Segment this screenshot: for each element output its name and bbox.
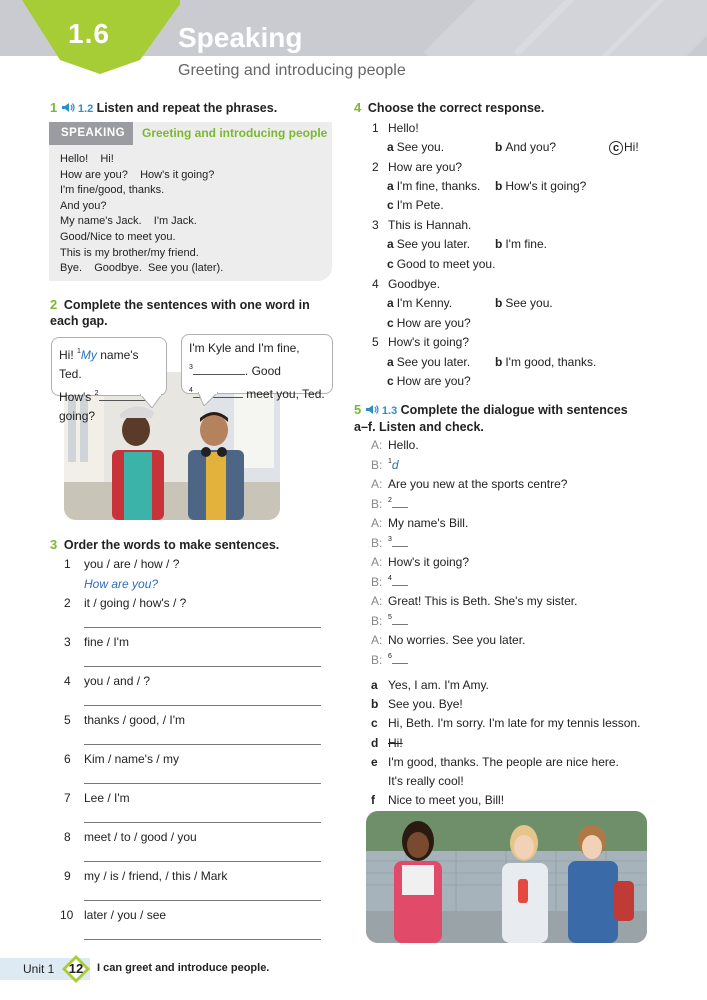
option-text: I'm good, thanks.: [505, 355, 597, 369]
option-a[interactable]: [387, 237, 470, 251]
choice-e: [371, 755, 619, 769]
option-letter: a: [387, 140, 394, 154]
option-text: Hi!: [624, 140, 639, 154]
exercise-number: 5: [354, 402, 362, 417]
speaker: A:: [371, 438, 383, 452]
gap-number: 1: [388, 458, 392, 465]
gap-number: 6: [388, 653, 392, 660]
gap-number: 3: [388, 536, 392, 543]
item-number: 9: [64, 869, 71, 883]
exercise-5-heading: [354, 402, 644, 435]
choice-d-used: [371, 736, 403, 750]
option-letter: b: [495, 355, 503, 369]
option-text: How are you?: [396, 374, 471, 388]
speaking-box-title: Greeting and introducing people: [142, 126, 328, 140]
speaking-box: [49, 122, 332, 281]
page-number: 12: [68, 961, 84, 976]
bubble-tail: [198, 392, 218, 406]
bubble-text: . Good: [244, 364, 281, 378]
line-text: No worries. See you later.: [388, 633, 526, 647]
bubble-text: name's Ted.: [59, 348, 139, 381]
option-letter: b: [495, 237, 503, 251]
footer-unit: Unit 1: [23, 962, 55, 976]
answer-gap[interactable]: [193, 363, 245, 375]
option-letter: c: [387, 257, 394, 271]
speaker: A:: [371, 594, 383, 608]
dialogue-line: [371, 633, 525, 647]
dialogue-line: [371, 497, 408, 511]
exercise-number: 1: [50, 100, 58, 115]
option-c[interactable]: [387, 316, 471, 330]
ordering-item: [60, 908, 166, 922]
choice-letter: e: [371, 755, 378, 769]
speaker: A:: [371, 477, 383, 491]
item-words: you / are / how / ?: [84, 557, 180, 571]
option-a[interactable]: [387, 296, 452, 310]
phrase-list: [60, 152, 223, 277]
bubble-text: How's: [59, 390, 95, 404]
item-number: 8: [64, 830, 71, 844]
can-do-statement: I can greet and introduce people.: [97, 962, 270, 974]
lesson-number: 1.6: [68, 18, 110, 49]
choice-a: [371, 678, 489, 692]
exercise-instruction: Complete the dialogue with sentences a–f. Listen and check.: [354, 403, 628, 434]
ordering-item: [64, 830, 197, 844]
answer-line[interactable]: [84, 627, 321, 628]
item-words: thanks / good, / I'm: [84, 713, 186, 727]
phrase: Good/Nice to meet you.: [60, 230, 176, 243]
ordering-item: [64, 713, 185, 727]
answer-line[interactable]: [84, 666, 321, 667]
choice-text: Hi!: [388, 736, 403, 750]
question-number: 2: [372, 160, 379, 174]
option-c-selected[interactable]: [609, 140, 639, 155]
bubble-tail: [140, 394, 162, 408]
option-text: See you later.: [396, 237, 471, 251]
ordering-item: [64, 791, 130, 805]
option-b[interactable]: [495, 237, 547, 251]
lesson-title: Speaking: [178, 22, 303, 53]
question-number: 4: [372, 277, 379, 291]
option-a[interactable]: [387, 179, 480, 193]
choice-letter: c: [371, 716, 378, 730]
option-text: See you.: [505, 296, 553, 310]
choice-text: Nice to meet you, Bill!: [388, 793, 505, 807]
speaker: B:: [371, 458, 383, 472]
example-answer: d: [391, 458, 399, 472]
question-prompt: [372, 335, 469, 349]
speaker: B:: [371, 614, 383, 628]
item-number: 2: [64, 596, 71, 610]
phrase: My name's Jack. I'm Jack.: [60, 215, 197, 228]
ordering-item: [64, 596, 186, 610]
dialogue-line: [371, 555, 469, 569]
circled-answer: c: [609, 141, 623, 155]
speaker: B:: [371, 497, 383, 511]
answer-gap[interactable]: [392, 576, 408, 586]
phrase: Hello! Hi!: [60, 153, 114, 165]
item-number: 10: [60, 908, 74, 922]
option-a[interactable]: [387, 355, 470, 369]
choice-f: [371, 793, 504, 807]
option-text: See you later.: [396, 355, 471, 369]
exercise-instruction: Order the words to make sentences.: [63, 538, 280, 552]
gap-number: 2: [94, 390, 99, 397]
answer-line[interactable]: [84, 900, 321, 901]
option-letter: a: [387, 355, 394, 369]
item-words: later / you / see: [84, 908, 167, 922]
question-number: 3: [372, 218, 379, 232]
answer-line[interactable]: [84, 822, 321, 823]
option-letter: a: [387, 179, 394, 193]
item-words: it / going / how's / ?: [84, 596, 187, 610]
gap-number: 5: [388, 614, 392, 621]
choice-text: Yes, I am. I'm Amy.: [388, 678, 489, 692]
exercise-4-heading: [354, 100, 544, 115]
item-number: 4: [64, 674, 71, 688]
option-letter: c: [387, 198, 394, 212]
exercise-3-heading: [50, 537, 279, 552]
exercise-number: 3: [50, 537, 58, 552]
answer-line[interactable]: [84, 939, 321, 940]
gap-number: 4: [388, 575, 392, 582]
answer-gap[interactable]: [392, 537, 408, 547]
prompt-text: Hello!: [388, 121, 419, 135]
dialogue-line: [371, 438, 419, 452]
exercise-2-heading: [50, 297, 320, 329]
dialogue-line: [371, 458, 399, 472]
item-words: my / is / friend, / this / Mark: [84, 869, 228, 883]
bubble-text: Hi!: [59, 348, 77, 362]
speaker: A:: [371, 516, 383, 530]
question-number: 1: [372, 121, 379, 135]
audio-icon[interactable]: [61, 102, 75, 113]
item-number: 3: [64, 635, 71, 649]
audio-track[interactable]: 1.3: [381, 405, 398, 417]
gap-number: 3: [189, 364, 193, 371]
lesson-subtitle: Greeting and introducing people: [178, 62, 406, 79]
dialogue-line: [371, 536, 408, 550]
option-text: I'm fine.: [505, 237, 547, 251]
dialogue-line: [371, 477, 567, 491]
speaker: B:: [371, 575, 383, 589]
phrase: And you?: [60, 199, 107, 212]
bubble-text: I'm Kyle and I'm fine,: [189, 341, 300, 355]
speech-bubble-kyle: [181, 334, 333, 401]
line-text: Hello.: [388, 438, 419, 452]
dialogue-line: [371, 614, 408, 628]
prompt-text: Goodbye.: [388, 277, 441, 291]
item-number: 5: [64, 713, 71, 727]
question-prompt: [372, 160, 462, 174]
option-b[interactable]: [495, 296, 553, 310]
choice-letter: a: [371, 678, 378, 692]
option-letter: b: [495, 296, 503, 310]
prompt-text: How are you?: [388, 160, 463, 174]
option-text: Good to meet you.: [396, 257, 496, 271]
dialogue-line: [371, 516, 468, 530]
item-words: you / and / ?: [84, 674, 151, 688]
line-text: Great! This is Beth. She's my sister.: [388, 594, 578, 608]
answer-gap[interactable]: [392, 498, 408, 508]
answer-gap[interactable]: [392, 615, 408, 625]
phrase: How are you? How's it going?: [60, 168, 215, 181]
speaker: A:: [371, 633, 383, 647]
item-words: Lee / I'm: [84, 791, 130, 805]
exercise-1-heading: [50, 100, 340, 115]
dialogue-line: [371, 594, 577, 608]
line-text: My name's Bill.: [388, 516, 469, 530]
choice-text: I'm good, thanks. The people are nice here.: [388, 755, 619, 769]
gap-number: 1: [77, 348, 81, 355]
option-letter: a: [387, 237, 394, 251]
option-text: I'm Pete.: [396, 198, 444, 212]
option-text: How are you?: [396, 316, 471, 330]
option-c[interactable]: [387, 374, 471, 388]
option-letter: b: [495, 179, 503, 193]
question-number: 5: [372, 335, 379, 349]
option-b[interactable]: [495, 355, 596, 369]
exercise-number: 2: [50, 297, 58, 312]
dialogue-line: [371, 575, 408, 589]
ordering-item: [64, 869, 227, 883]
exercise-number: 4: [354, 100, 362, 115]
prompt-text: How's it going?: [388, 335, 469, 349]
speaking-tag: SPEAKING: [49, 122, 133, 145]
item-words: fine / I'm: [84, 635, 129, 649]
exercise-instruction: Listen and repeat the phrases.: [96, 101, 278, 115]
option-text: I'm fine, thanks.: [396, 179, 481, 193]
page-footer: [0, 958, 707, 980]
answer-gap[interactable]: [392, 654, 408, 664]
choice-letter: f: [371, 793, 375, 807]
audio-track[interactable]: 1.2: [77, 103, 94, 115]
phrase: I'm fine/good, thanks.: [60, 184, 165, 197]
option-text: And you?: [505, 140, 557, 154]
phrase: This is my brother/my friend.: [60, 246, 199, 259]
item-number: 7: [64, 791, 71, 805]
line-text: Are you new at the sports centre?: [388, 477, 568, 491]
item-words: Kim / name's / my: [84, 752, 179, 766]
option-b[interactable]: [495, 140, 556, 154]
line-text: How's it going?: [388, 555, 469, 569]
ordering-item: [64, 635, 129, 649]
lesson-number-tab: [0, 0, 180, 74]
prompt-text: This is Hannah.: [388, 218, 472, 232]
choice-text: Hi, Beth. I'm sorry. I'm late for my tennis lesson.: [388, 716, 641, 730]
photo-three-teens: [366, 811, 647, 943]
option-text: See you.: [396, 140, 445, 154]
choice-letter: b: [371, 697, 379, 711]
choice-b: [371, 697, 463, 711]
item-number: 6: [64, 752, 71, 766]
choice-c: [371, 716, 640, 730]
example-answer: How are you?: [84, 577, 159, 591]
speaker: A:: [371, 555, 383, 569]
option-text: How's it going?: [505, 179, 587, 193]
option-a[interactable]: [387, 140, 444, 154]
phrase: Bye. Goodbye. See you (later).: [60, 262, 224, 275]
choice-e-continued: It's really cool!: [388, 774, 464, 788]
page-number-badge: [61, 954, 91, 984]
item-number: 1: [64, 557, 71, 571]
bubble-text: going?: [59, 409, 96, 423]
answer-line[interactable]: [84, 705, 321, 706]
speaker: B:: [371, 653, 383, 667]
ordering-item: [64, 674, 150, 688]
bubble-text: meet you, Ted.: [242, 387, 325, 401]
speaking-box-bar: [49, 122, 332, 145]
option-b[interactable]: [495, 179, 586, 193]
answer-line[interactable]: [84, 744, 321, 745]
ordering-item: [64, 557, 179, 571]
speech-bubble-ted: [51, 337, 167, 423]
exercise-instruction: Complete the sentences with one word in each gap.: [50, 298, 310, 328]
option-letter: c: [387, 374, 394, 388]
choice-letter: d: [371, 736, 379, 750]
option-text: I'm Kenny.: [396, 296, 453, 310]
question-prompt: [372, 121, 419, 135]
answer-line[interactable]: [84, 783, 321, 784]
question-prompt: [372, 218, 471, 232]
photo-illustration: [366, 811, 647, 943]
answer-line[interactable]: [84, 861, 321, 862]
ordering-item: [64, 752, 179, 766]
gap-number: 4: [189, 387, 193, 394]
gap-number: 2: [388, 497, 392, 504]
option-letter: a: [387, 296, 394, 310]
audio-icon[interactable]: [365, 404, 379, 415]
speaker: B:: [371, 536, 383, 550]
question-prompt: [372, 277, 440, 291]
option-c[interactable]: [387, 257, 495, 271]
choice-text: See you. Bye!: [388, 697, 463, 711]
item-words: meet / to / good / you: [84, 830, 197, 844]
option-letter: c: [387, 316, 394, 330]
option-letter: b: [495, 140, 503, 154]
exercise-instruction: Choose the correct response.: [367, 101, 545, 115]
example-answer: My: [80, 348, 97, 362]
option-c[interactable]: [387, 198, 444, 212]
dialogue-line: [371, 653, 408, 667]
